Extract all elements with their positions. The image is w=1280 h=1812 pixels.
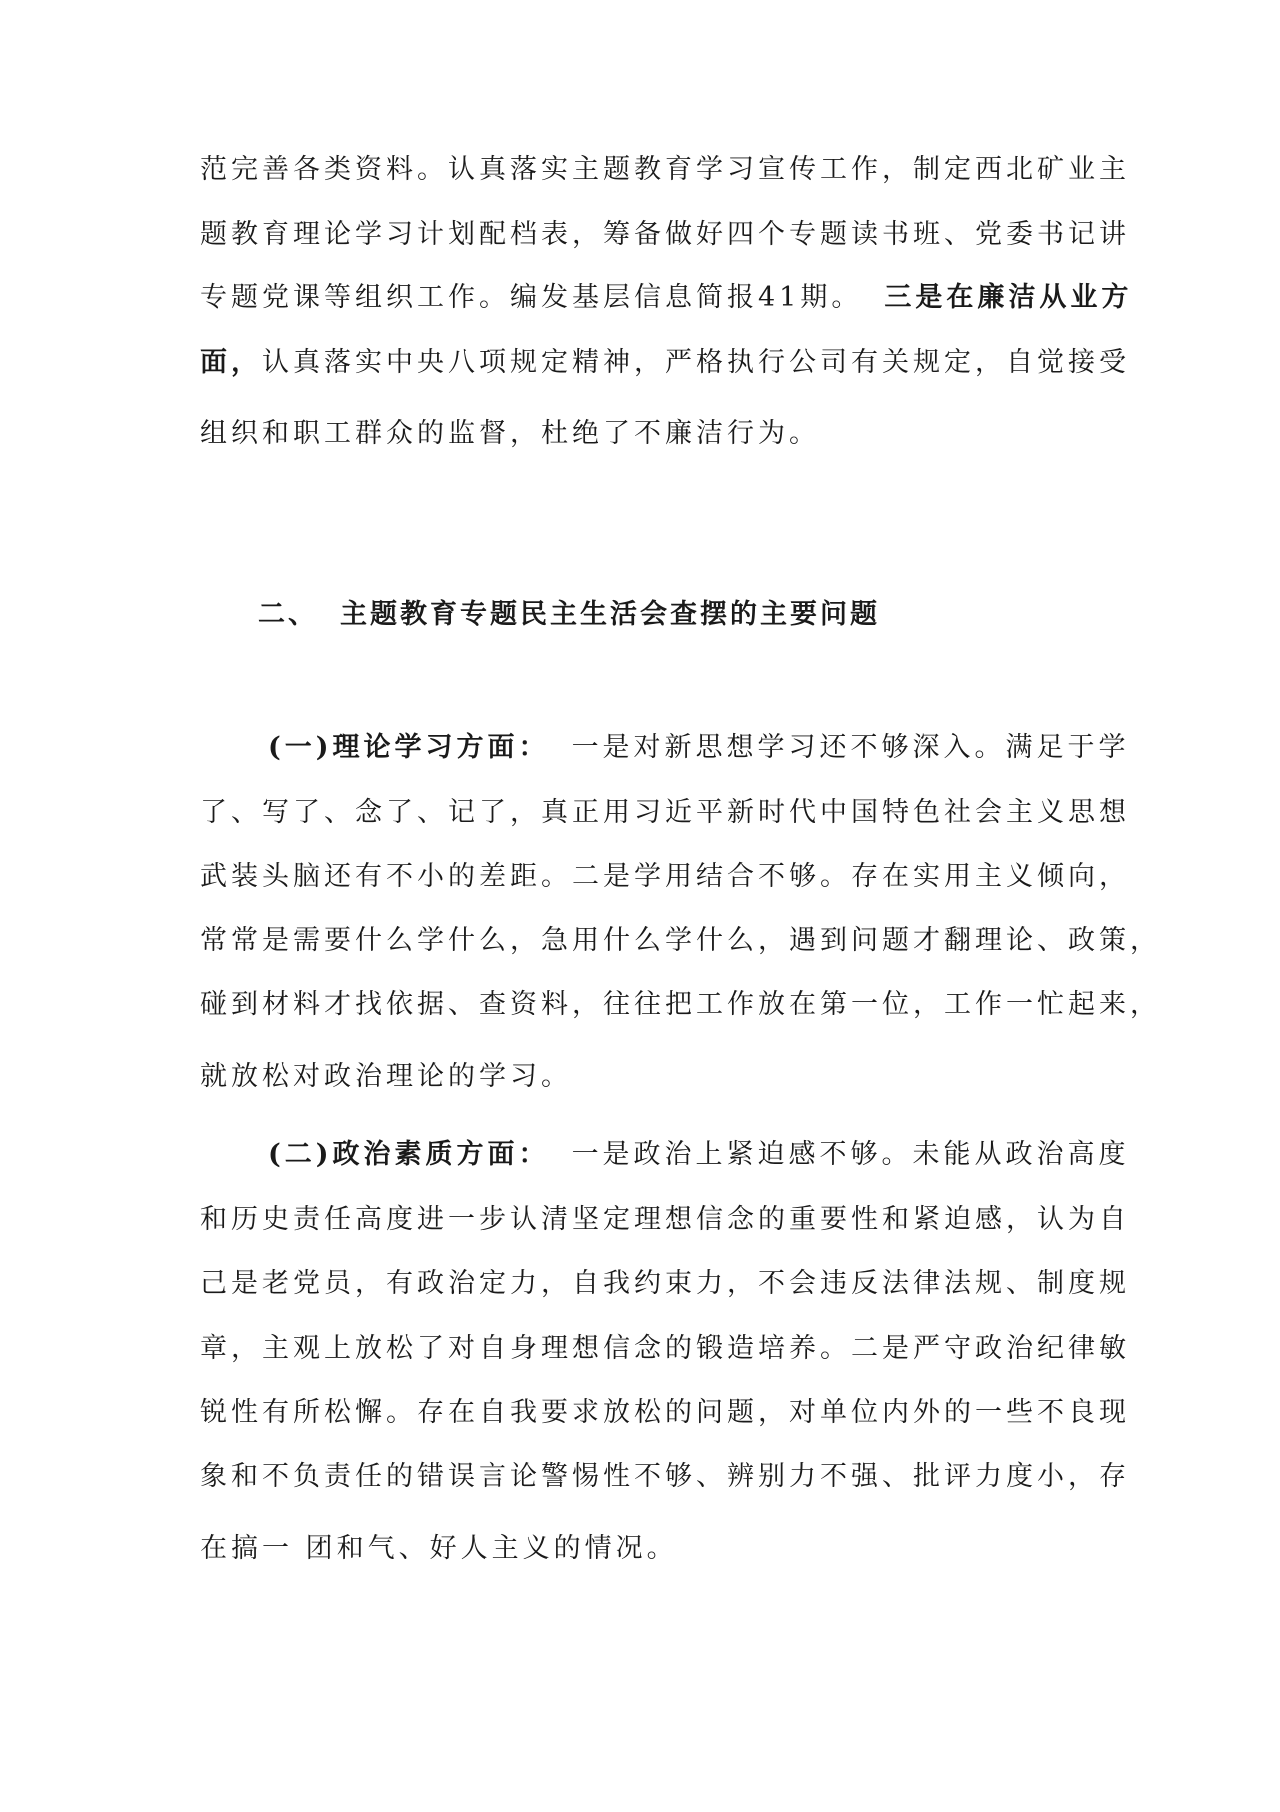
paragraph-line — [200, 278, 1133, 318]
paragraph-line: 常常是需要什么学什么，急用什么学什么，遇到问题才翻理论、政策， — [200, 925, 1161, 956]
paragraph-bold-text: 三是在廉洁从业方 — [884, 282, 1133, 313]
paragraph-line — [200, 343, 1130, 383]
paragraph-line: 在搞一 团和气、好人主义的情况。 — [200, 1533, 678, 1564]
subsection-label: (二)政治素质方面： — [268, 1139, 550, 1170]
subsection-text: 一是对新思想学习还不够深入。满足于学 — [571, 732, 1130, 763]
paragraph-line: 己是老党员，有政治定力，自我约束力，不会违反法律法规、制度规 — [200, 1268, 1130, 1299]
section-title: 主题教育专题民主生活会查摆的主要问题 — [340, 599, 880, 630]
section-number: 二、 — [258, 599, 318, 630]
paragraph-line: 章，主观上放松了对自身理想信念的锻造培养。二是严守政治纪律敏 — [200, 1333, 1130, 1364]
subsection-line — [268, 1135, 1168, 1175]
paragraph-line: 就放松对政治理论的学习。 — [200, 1061, 572, 1092]
paragraph-line: 范完善各类资料。认真落实主题教育学习宣传工作，制定西北矿业主 — [200, 154, 1130, 185]
paragraph-bold-text: 面， — [200, 347, 262, 378]
paragraph-line: 题教育理论学习计划配档表，筹备做好四个专题读书班、党委书记讲 — [200, 219, 1130, 250]
paragraph-line: 象和不负责任的错误言论警惕性不够、辨别力不强、批评力度小，存 — [200, 1461, 1130, 1492]
subsection-line — [268, 728, 1168, 768]
paragraph-line: 了、写了、念了、记了，真正用习近平新时代中国特色社会主义思想 — [200, 797, 1130, 828]
paragraph-line: 和历史责任高度进一步认清坚定理想信念的重要性和紧迫感，认为自 — [200, 1204, 1130, 1235]
paragraph-text: 认真落实中央八项规定精神，严格执行公司有关规定，自觉接受 — [262, 347, 1130, 378]
paragraph-line: 武装头脑还有不小的差距。二是学用结合不够。存在实用主义倾向， — [200, 861, 1130, 892]
paragraph-text: 专题党课等组织工作。编发基层信息简报41期。 — [200, 282, 863, 313]
subsection-text: 一是政治上紧迫感不够。未能从政治高度 — [571, 1139, 1130, 1170]
section-heading — [258, 595, 1158, 635]
paragraph-line: 碰到材料才找依据、查资料，往往把工作放在第一位，工作一忙起来， — [200, 989, 1161, 1020]
subsection-label: (一)理论学习方面： — [268, 732, 550, 763]
paragraph-line: 组织和职工群众的监督，杜绝了不廉洁行为。 — [200, 418, 820, 449]
paragraph-line: 锐性有所松懈。存在自我要求放松的问题，对单位内外的一些不良现 — [200, 1397, 1130, 1428]
